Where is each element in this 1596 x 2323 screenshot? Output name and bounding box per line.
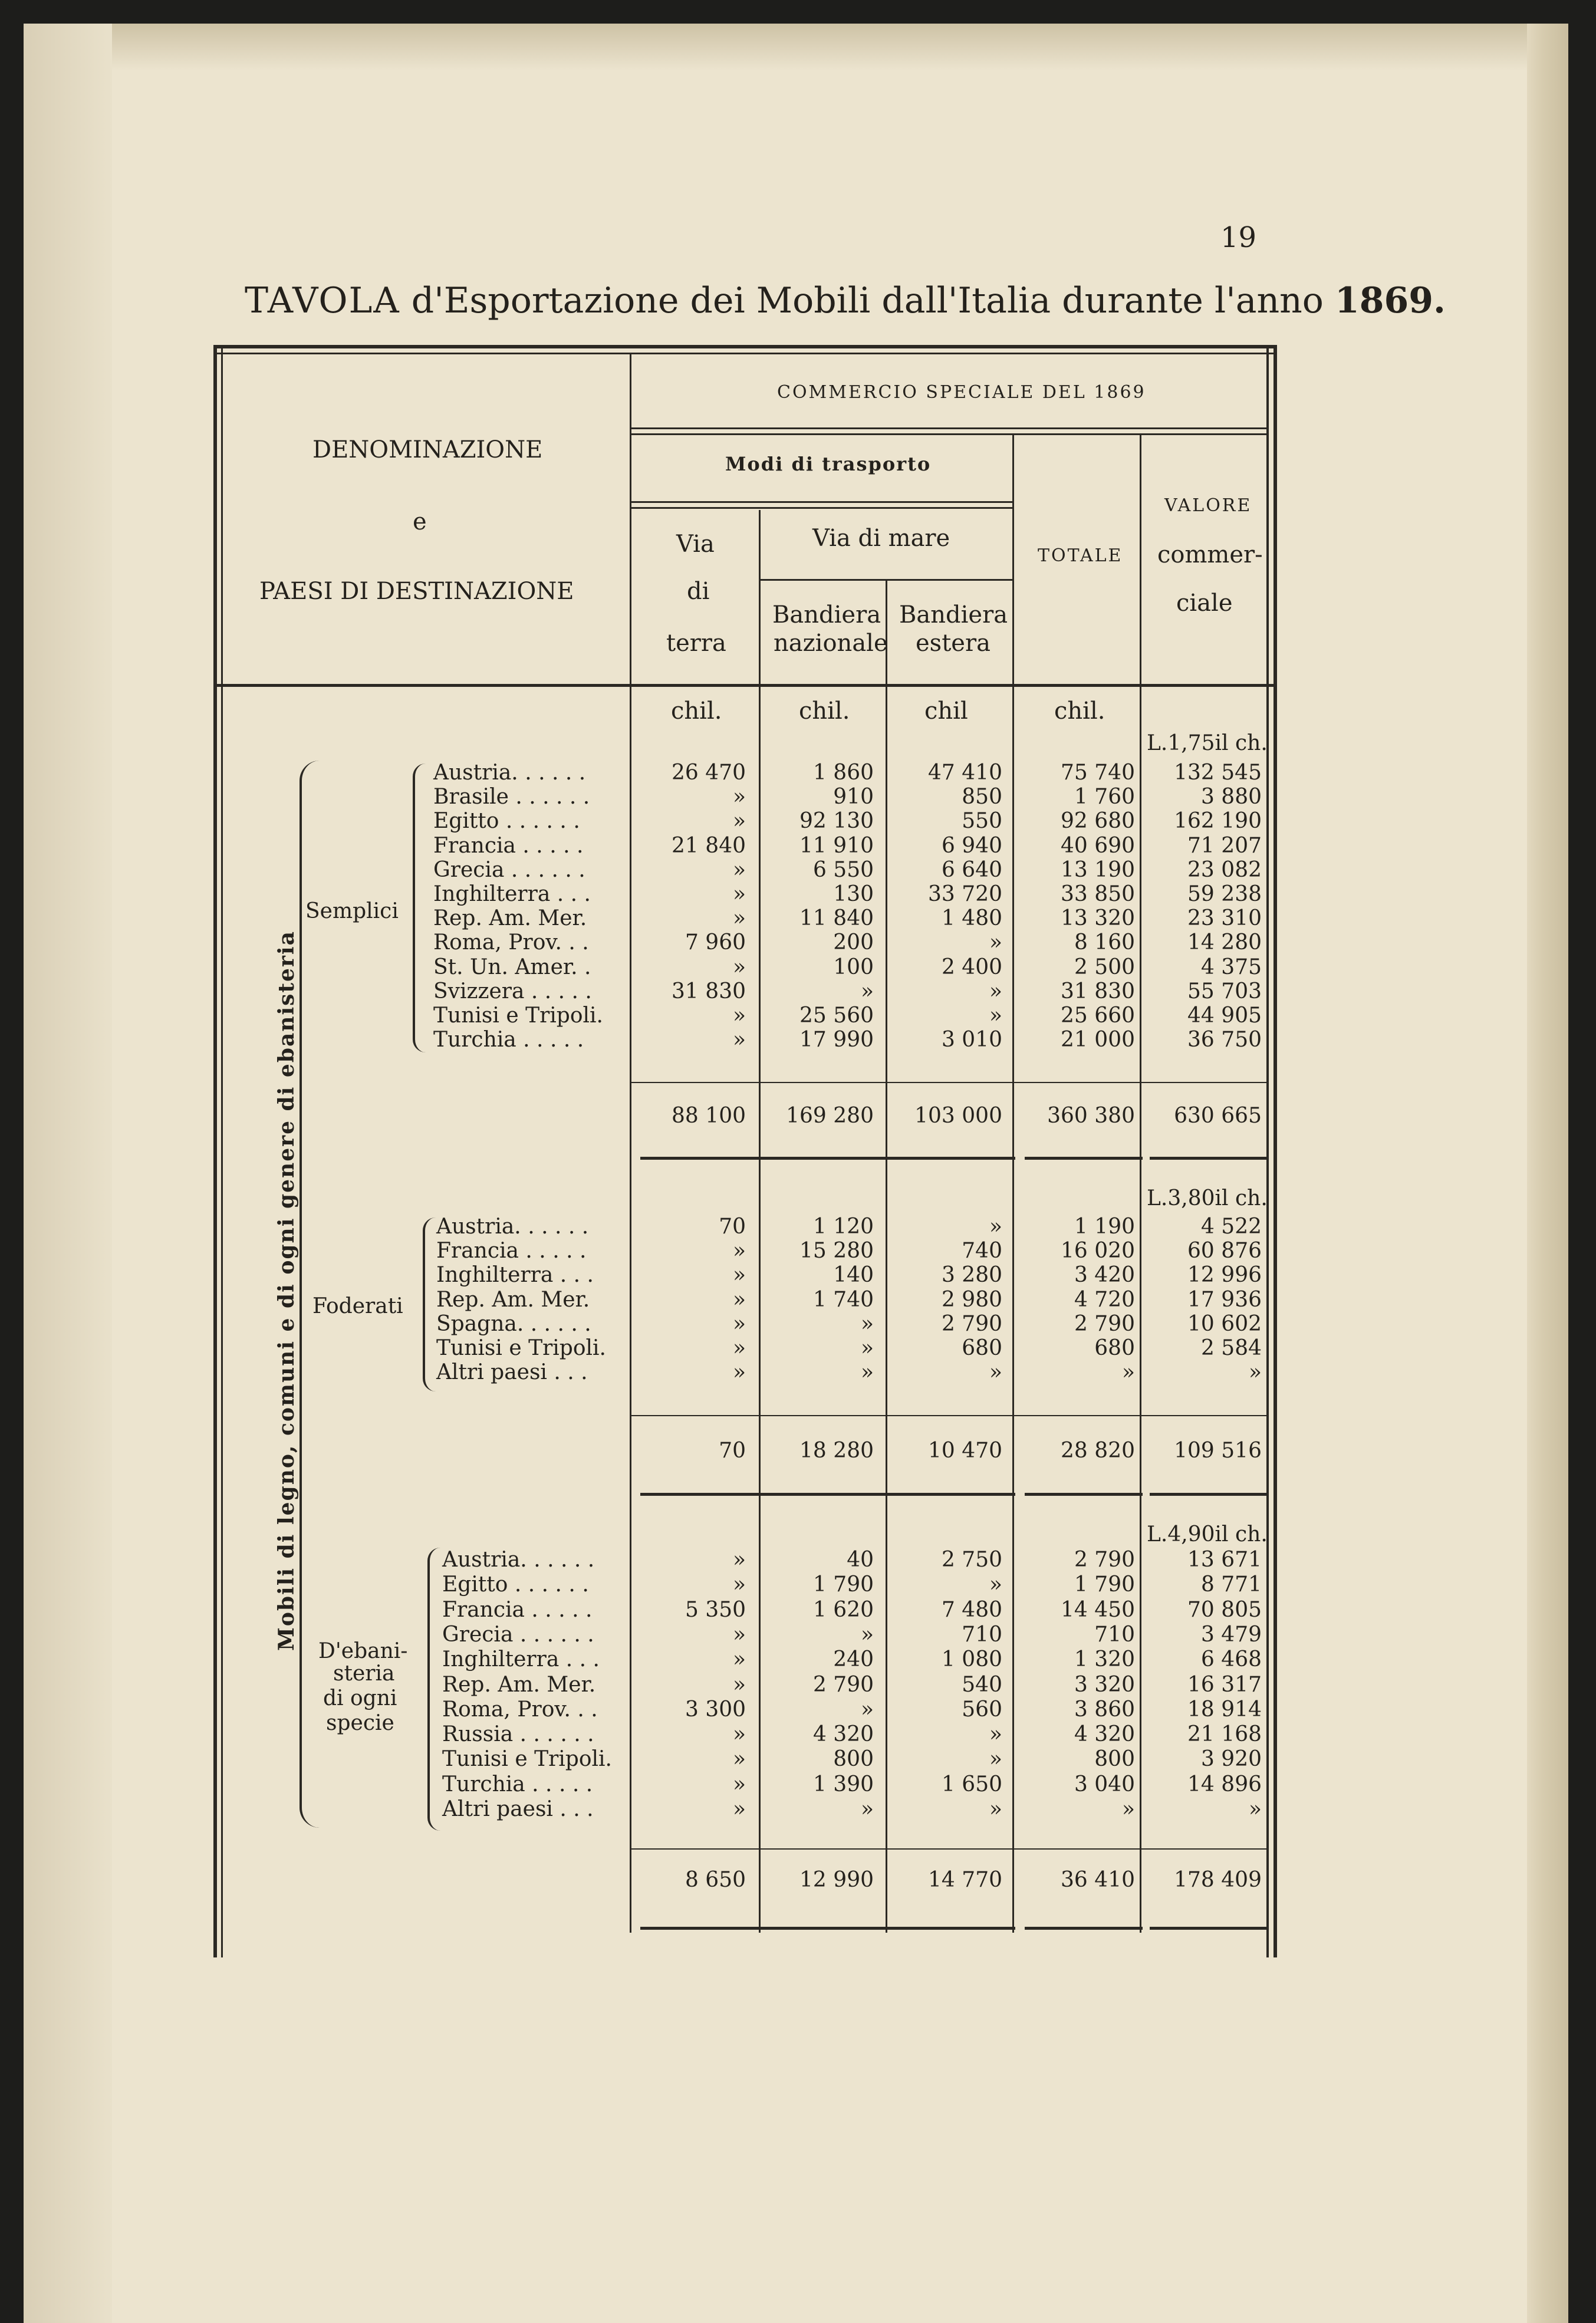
- cell-naz: 140: [833, 1263, 874, 1287]
- row-country: Inghilterra . . .: [433, 882, 591, 906]
- cell-tot: »: [1121, 1797, 1135, 1821]
- cell-terra: »: [732, 1336, 746, 1360]
- cell-terra: »: [732, 1239, 746, 1263]
- cell-est: 540: [962, 1673, 1002, 1697]
- header-bandiera-est-2: estera: [916, 630, 990, 657]
- cell-terra: »: [732, 809, 746, 833]
- cell-naz: 200: [833, 930, 874, 955]
- row-country: Spagna. . . . . .: [436, 1312, 591, 1336]
- cell-terra: »: [732, 955, 746, 979]
- row-country: Francia . . . . .: [442, 1598, 593, 1622]
- cell-val: 17 936: [1187, 1288, 1262, 1312]
- total-est: 10 470: [928, 1439, 1002, 1463]
- cell-val: 23 082: [1187, 858, 1262, 882]
- row-country: Tunisi e Tripoli.: [436, 1336, 606, 1360]
- header-bandiera-naz-2: nazionale: [774, 630, 888, 657]
- cell-val: 3 479: [1200, 1623, 1262, 1647]
- total-est: 103 000: [914, 1104, 1002, 1128]
- title-year: 1869.: [1334, 280, 1446, 321]
- row-country: Francia . . . . .: [433, 834, 584, 858]
- cell-terra: 70: [719, 1215, 746, 1239]
- cell-tot: 4 320: [1074, 1722, 1135, 1746]
- page-gutter: [24, 24, 112, 2323]
- page-title: [245, 280, 1446, 321]
- cell-terra: »: [732, 1623, 746, 1647]
- cell-val: »: [1248, 1797, 1262, 1821]
- cell-naz: »: [860, 979, 874, 1003]
- row-country: Grecia . . . . . .: [442, 1623, 594, 1647]
- cell-naz: 1 390: [812, 1772, 874, 1796]
- cell-tot: 3 040: [1074, 1772, 1135, 1796]
- cell-tot: 4 720: [1074, 1288, 1135, 1312]
- cell-tot: 40 690: [1061, 834, 1135, 858]
- cell-naz: 6 550: [812, 858, 874, 882]
- cell-est: 33 720: [928, 882, 1002, 906]
- cell-val: 44 905: [1187, 1003, 1262, 1028]
- title-prefix: TAVOLA: [245, 280, 400, 321]
- title-text: d'Esportazione dei Mobili dall'Italia durante l'anno: [411, 280, 1324, 321]
- cell-terra: »: [732, 1028, 746, 1052]
- cell-tot: 14 450: [1061, 1598, 1135, 1622]
- header-via-terra-1: Via: [676, 531, 715, 558]
- cell-tot: 710: [1094, 1623, 1135, 1647]
- cell-tot: 3 420: [1074, 1263, 1135, 1287]
- cell-tot: 92 680: [1061, 809, 1135, 833]
- cell-terra: »: [732, 1772, 746, 1796]
- total-naz: 12 990: [799, 1868, 874, 1892]
- cell-tot: 680: [1094, 1336, 1135, 1360]
- cell-naz: 11 840: [799, 906, 874, 930]
- header-via-mare: Via di mare: [812, 525, 950, 552]
- cell-naz: 11 910: [799, 834, 874, 858]
- cell-est: 1 080: [941, 1647, 1002, 1671]
- group-name-debanisteria-4: specie: [326, 1711, 394, 1735]
- row-country: Roma, Prov. . .: [442, 1697, 598, 1722]
- cell-est: 3 280: [941, 1263, 1002, 1287]
- cell-val: 59 238: [1187, 882, 1262, 906]
- header-commercio: COMMERCIO SPECIALE DEL 1869: [777, 382, 1146, 403]
- page-edge: [1527, 24, 1568, 2323]
- cell-tot: 1 760: [1074, 785, 1135, 809]
- total-tot: 360 380: [1047, 1104, 1135, 1128]
- cell-val: 18 914: [1187, 1697, 1262, 1722]
- price-semplici: L.1,75il ch.: [1147, 731, 1268, 755]
- cell-val: 3 880: [1200, 785, 1262, 809]
- cell-terra: 31 830: [672, 979, 746, 1003]
- total-tot: 36 410: [1061, 1868, 1135, 1892]
- book-page: [24, 24, 1568, 2323]
- cell-est: 560: [962, 1697, 1002, 1722]
- header-valore-3: ciale: [1176, 590, 1233, 617]
- cell-est: 1 480: [941, 906, 1002, 930]
- unit-terra: chil.: [671, 697, 722, 725]
- cell-terra: »: [732, 1673, 746, 1697]
- cell-tot: 75 740: [1061, 761, 1135, 785]
- cell-est: 6 640: [941, 858, 1002, 882]
- cell-terra: »: [732, 785, 746, 809]
- unit-est: chil: [924, 697, 968, 725]
- cell-est: 3 010: [941, 1028, 1002, 1052]
- group-name-debanisteria-3: di ogni: [323, 1686, 397, 1710]
- cell-val: 6 468: [1200, 1647, 1262, 1671]
- cell-tot: 16 020: [1061, 1239, 1135, 1263]
- row-country: Roma, Prov. . .: [433, 930, 589, 955]
- row-country: Brasile . . . . . .: [433, 785, 590, 809]
- cell-terra: 21 840: [672, 834, 746, 858]
- cell-est: »: [989, 1722, 1002, 1746]
- cell-tot: 3 860: [1074, 1697, 1135, 1722]
- row-country: Turchia . . . . .: [442, 1772, 593, 1796]
- total-terra: 70: [719, 1439, 746, 1463]
- cell-terra: »: [732, 1548, 746, 1572]
- row-country: St. Un. Amer. .: [433, 955, 591, 979]
- cell-terra: »: [732, 906, 746, 930]
- header-valore-2: commer-: [1157, 541, 1263, 568]
- cell-est: 2 750: [941, 1548, 1002, 1572]
- row-country: Turchia . . . . .: [433, 1028, 584, 1052]
- cell-terra: 5 350: [685, 1598, 746, 1622]
- row-country: Tunisi e Tripoli.: [433, 1003, 603, 1028]
- cell-est: 680: [962, 1336, 1002, 1360]
- cell-terra: 26 470: [672, 761, 746, 785]
- cell-terra: »: [732, 1647, 746, 1671]
- cell-val: 3 920: [1200, 1747, 1262, 1771]
- row-country: Altri paesi . . .: [442, 1797, 594, 1821]
- row-country: Russia . . . . . .: [442, 1722, 594, 1746]
- brace-debanisteria: [427, 1548, 440, 1831]
- cell-naz: 1 620: [812, 1598, 874, 1622]
- row-country: Inghilterra . . .: [436, 1263, 594, 1287]
- cell-tot: 800: [1094, 1747, 1135, 1771]
- cell-est: »: [989, 930, 1002, 955]
- header-via-terra-2: di: [687, 578, 710, 605]
- cell-terra: »: [732, 1360, 746, 1384]
- side-label-vertical: Mobili di legno, comuni e di ogni genere di ebanisteria: [274, 930, 299, 1651]
- cell-val: 55 703: [1187, 979, 1262, 1003]
- cell-est: 47 410: [928, 761, 1002, 785]
- cell-naz: 240: [833, 1647, 874, 1671]
- cell-tot: 1 320: [1074, 1647, 1135, 1671]
- cell-tot: 1 790: [1074, 1572, 1135, 1597]
- row-country: Rep. Am. Mer.: [433, 906, 587, 930]
- cell-est: 2 400: [941, 955, 1002, 979]
- cell-terra: »: [732, 858, 746, 882]
- cell-naz: 100: [833, 955, 874, 979]
- row-country: Altri paesi . . .: [436, 1360, 588, 1384]
- group-name-semplici: Semplici: [305, 899, 399, 923]
- total-terra: 8 650: [685, 1868, 746, 1892]
- cell-naz: 800: [833, 1747, 874, 1771]
- cell-naz: »: [860, 1312, 874, 1336]
- cell-val: 10 602: [1187, 1312, 1262, 1336]
- brace-semplici: [413, 764, 426, 1052]
- header-bandiera-naz-1: Bandiera: [772, 601, 881, 629]
- unit-naz: chil.: [799, 697, 850, 725]
- cell-naz: 25 560: [799, 1003, 874, 1028]
- cell-val: 70 805: [1187, 1598, 1262, 1622]
- cell-tot: 8 160: [1074, 930, 1135, 955]
- row-country: Inghilterra . . .: [442, 1647, 600, 1671]
- cell-terra: 3 300: [685, 1697, 746, 1722]
- total-val: 178 409: [1174, 1868, 1262, 1892]
- cell-tot: 21 000: [1061, 1028, 1135, 1052]
- row-country: Austria. . . . . .: [433, 761, 586, 785]
- cell-terra: »: [732, 1722, 746, 1746]
- cell-est: »: [989, 1797, 1002, 1821]
- cell-est: 7 480: [941, 1598, 1002, 1622]
- brace-foderati: [423, 1218, 436, 1391]
- cell-terra: 7 960: [685, 930, 746, 955]
- total-terra: 88 100: [672, 1104, 746, 1128]
- cell-est: 740: [962, 1239, 1002, 1263]
- row-country: Tunisi e Tripoli.: [442, 1747, 612, 1771]
- header-paesi: PAESI DI DESTINAZIONE: [259, 578, 574, 605]
- cell-val: 36 750: [1187, 1028, 1262, 1052]
- cell-naz: 92 130: [799, 809, 874, 833]
- cell-naz: 2 790: [812, 1673, 874, 1697]
- cell-tot: 3 320: [1074, 1673, 1135, 1697]
- row-country: Egitto . . . . . .: [442, 1572, 589, 1597]
- cell-val: 14 896: [1187, 1772, 1262, 1796]
- cell-val: »: [1248, 1360, 1262, 1384]
- cell-est: 1 650: [941, 1772, 1002, 1796]
- cell-naz: 15 280: [799, 1239, 874, 1263]
- header-e: e: [413, 508, 427, 535]
- unit-tot: chil.: [1054, 697, 1105, 725]
- cell-terra: »: [732, 882, 746, 906]
- cell-naz: 1 790: [812, 1572, 874, 1597]
- cell-est: 2 790: [941, 1312, 1002, 1336]
- total-naz: 18 280: [799, 1439, 874, 1463]
- header-via-terra-3: terra: [666, 630, 726, 657]
- cell-est: »: [989, 1747, 1002, 1771]
- row-country: Rep. Am. Mer.: [442, 1673, 596, 1697]
- cell-val: 13 671: [1187, 1548, 1262, 1572]
- row-country: Francia . . . . .: [436, 1239, 587, 1263]
- cell-terra: »: [732, 1263, 746, 1287]
- cell-est: »: [989, 1360, 1002, 1384]
- cell-naz: 4 320: [812, 1722, 874, 1746]
- cell-est: »: [989, 1003, 1002, 1028]
- cell-est: »: [989, 1572, 1002, 1597]
- row-country: Austria. . . . . .: [436, 1215, 589, 1239]
- cell-val: 23 310: [1187, 906, 1262, 930]
- cell-tot: 13 320: [1061, 906, 1135, 930]
- cell-val: 71 207: [1187, 834, 1262, 858]
- cell-naz: 1 740: [812, 1288, 874, 1312]
- header-totale: TOTALE: [1038, 545, 1123, 566]
- cell-est: »: [989, 979, 1002, 1003]
- cell-terra: »: [732, 1797, 746, 1821]
- cell-naz: 1 860: [812, 761, 874, 785]
- group-name-debanisteria-1: D'ebani-: [318, 1639, 408, 1663]
- cell-val: 4 522: [1200, 1215, 1262, 1239]
- cell-tot: 2 790: [1074, 1312, 1135, 1336]
- cell-naz: »: [860, 1797, 874, 1821]
- cell-val: 12 996: [1187, 1263, 1262, 1287]
- group-name-foderati: Foderati: [312, 1294, 403, 1318]
- header-modi: Modi di trasporto: [725, 453, 932, 475]
- row-country: Svizzera . . . . .: [433, 979, 592, 1003]
- cell-naz: 17 990: [799, 1028, 874, 1052]
- cell-est: 6 940: [941, 834, 1002, 858]
- row-country: Grecia . . . . . .: [433, 858, 585, 882]
- header-valore-1: VALORE: [1164, 495, 1252, 516]
- cell-val: 60 876: [1187, 1239, 1262, 1263]
- total-val: 109 516: [1174, 1439, 1262, 1463]
- cell-naz: 40: [847, 1548, 874, 1572]
- cell-est: 850: [962, 785, 1002, 809]
- row-country: Austria. . . . . .: [442, 1548, 595, 1572]
- cell-terra: »: [732, 1288, 746, 1312]
- cell-val: 21 168: [1187, 1722, 1262, 1746]
- total-val: 630 665: [1174, 1104, 1262, 1128]
- cell-naz: 910: [833, 785, 874, 809]
- cell-val: 2 584: [1200, 1336, 1262, 1360]
- cell-est: 550: [962, 809, 1002, 833]
- row-country: Rep. Am. Mer.: [436, 1288, 590, 1312]
- cell-val: 132 545: [1174, 761, 1262, 785]
- cell-tot: 2 500: [1074, 955, 1135, 979]
- cell-tot: 31 830: [1061, 979, 1135, 1003]
- cell-val: 4 375: [1200, 955, 1262, 979]
- cell-est: 710: [962, 1623, 1002, 1647]
- header-bandiera-est-1: Bandiera: [899, 601, 1008, 629]
- cell-naz: »: [860, 1623, 874, 1647]
- cell-naz: »: [860, 1697, 874, 1722]
- row-country: Egitto . . . . . .: [433, 809, 580, 833]
- cell-est: »: [989, 1215, 1002, 1239]
- cell-naz: 130: [833, 882, 874, 906]
- group-name-debanisteria-2: steria: [333, 1661, 395, 1686]
- cell-terra: »: [732, 1003, 746, 1028]
- total-tot: 28 820: [1061, 1439, 1135, 1463]
- cell-terra: »: [732, 1747, 746, 1771]
- price-debanisteria: L.4,90il ch.: [1147, 1522, 1268, 1547]
- total-naz: 169 280: [786, 1104, 874, 1128]
- cell-tot: 25 660: [1061, 1003, 1135, 1028]
- cell-tot: 2 790: [1074, 1548, 1135, 1572]
- cell-val: 8 771: [1200, 1572, 1262, 1597]
- page-top-shadow: [24, 24, 1568, 71]
- cell-val: 162 190: [1174, 809, 1262, 833]
- cell-tot: »: [1121, 1360, 1135, 1384]
- cell-naz: »: [860, 1336, 874, 1360]
- cell-naz: 1 120: [812, 1215, 874, 1239]
- header-denominazione: DENOMINAZIONE: [312, 436, 543, 463]
- cell-tot: 1 190: [1074, 1215, 1135, 1239]
- cell-val: 14 280: [1187, 930, 1262, 955]
- page-number: 19: [1220, 221, 1257, 254]
- cell-est: 2 980: [941, 1288, 1002, 1312]
- cell-naz: »: [860, 1360, 874, 1384]
- cell-tot: 33 850: [1061, 882, 1135, 906]
- cell-terra: »: [732, 1572, 746, 1597]
- total-est: 14 770: [928, 1868, 1002, 1892]
- cell-val: 16 317: [1187, 1673, 1262, 1697]
- cell-tot: 13 190: [1061, 858, 1135, 882]
- cell-terra: »: [732, 1312, 746, 1336]
- price-foderati: L.3,80il ch.: [1147, 1186, 1268, 1210]
